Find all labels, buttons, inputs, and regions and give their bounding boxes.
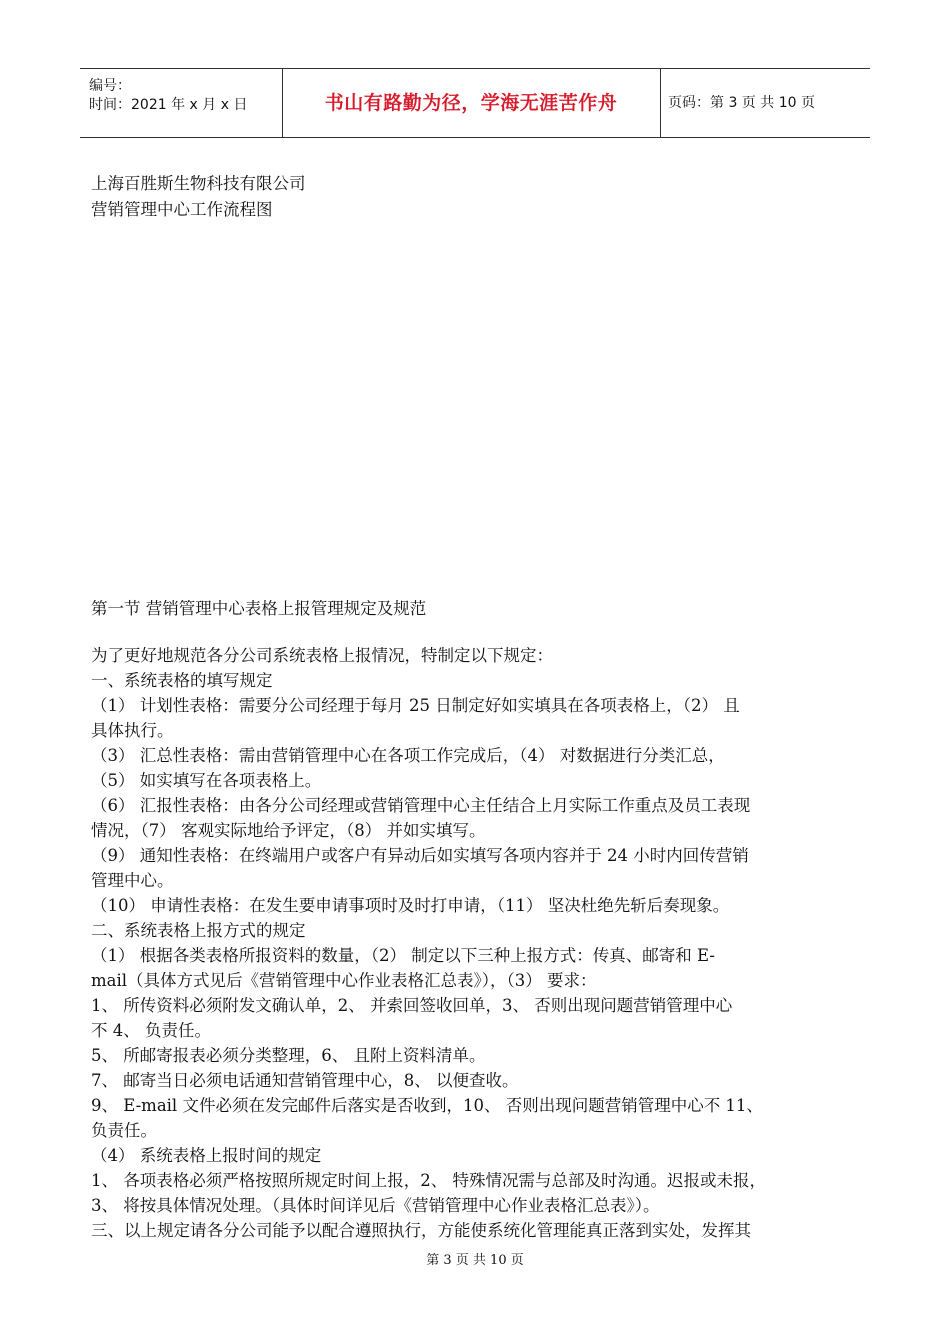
document-code-label: 编号： bbox=[89, 78, 131, 94]
body-line: 1、 各项表格必须严格按照所规定时间上报，2、 特殊情况需与总部及时沟通。迟报或未报， bbox=[91, 1171, 766, 1190]
body-line: （10） 申请性表格：在发生要申请事项时及时打申请，（11） 坚决杜绝先斩后奏现象。 bbox=[91, 896, 730, 915]
page-footer: 第 3 页 共 10 页 bbox=[426, 1253, 524, 1268]
body-line: 三、以上规定请各分公司能予以配合遵照执行，方能使系统化管理能真正落到实处，发挥其 bbox=[91, 1221, 751, 1240]
header-page-number: 页码：第 3 页 共 10 页 bbox=[668, 95, 815, 111]
motto: 书山有路勤为径，学海无涯苦作舟 bbox=[324, 92, 618, 114]
document-date-label: 时间：2021 年 x 月 x 日 bbox=[89, 97, 248, 113]
body-line: （1） 根据各类表格所报资料的数量，（2） 制定以下三种上报方式：传真、邮寄和 E- bbox=[91, 946, 715, 965]
body-line: mail（具体方式见后《营销管理中心作业表格汇总表》），（3） 要求： bbox=[91, 971, 597, 990]
body-line: （9） 通知性表格：在终端用户或客户有异动后如实填写各项内容并于 24 小时内回传营销 bbox=[91, 846, 749, 865]
body-line: 一、系统表格的填写规定 bbox=[91, 671, 273, 690]
body-line: （4） 系统表格上报时间的规定 bbox=[91, 1146, 322, 1165]
body-text bbox=[91, 643, 861, 1243]
page-header bbox=[80, 68, 870, 138]
body-line: （6） 汇报性表格：由各分公司经理或营销管理中心主任结合上月实际工作重点及员工表现 bbox=[91, 796, 751, 815]
body-line: 1、 所传资料必须附发文确认单，2、 并索回签收回单，3、 否则出现问题营销管理中心 bbox=[91, 996, 733, 1015]
body-line: 二、系统表格上报方式的规定 bbox=[91, 921, 306, 940]
body-line: 具体执行。 bbox=[91, 721, 174, 740]
body-line: （3） 汇总性表格：需由营销管理中心在各项工作完成后，（4） 对数据进行分类汇总， bbox=[91, 746, 725, 765]
body-line: 情况，（7） 客观实际地给予评定，（8） 并如实填写。 bbox=[91, 821, 486, 840]
body-line: 5、 所邮寄报表必须分类整理，6、 且附上资料清单。 bbox=[91, 1046, 486, 1065]
section-title: 第一节 营销管理中心表格上报管理规定及规范 bbox=[91, 599, 427, 618]
header-motto-cell bbox=[282, 69, 661, 137]
body-line: 管理中心。 bbox=[91, 871, 174, 890]
body-line: 7、 邮寄当日必须电话通知营销管理中心，8、 以便查收。 bbox=[91, 1071, 519, 1090]
body-line: 3、 将按具体情况处理。（具体时间详见后《营销管理中心作业表格汇总表》）。 bbox=[91, 1196, 660, 1215]
header-meta bbox=[80, 69, 283, 137]
company-name: 上海百胜斯生物科技有限公司 bbox=[91, 174, 306, 193]
body-line: 负责任。 bbox=[91, 1121, 157, 1140]
body-line: （5） 如实填写在各项表格上。 bbox=[91, 771, 322, 790]
flowchart-title: 营销管理中心工作流程图 bbox=[91, 200, 273, 219]
body-line: 不 4、 负责任。 bbox=[91, 1021, 211, 1040]
body-line: （1） 计划性表格：需要分公司经理于每月 25 日制定好如实填具在各项表格上，（2） 且 bbox=[91, 696, 740, 715]
body-line: 9、 E-mail 文件必须在发完邮件后落实是否收到，10、 否则出现问题营销管理中心不 11、 bbox=[91, 1096, 763, 1115]
body-line: 为了更好地规范各分公司系统表格上报情况，特制定以下规定： bbox=[91, 646, 553, 665]
